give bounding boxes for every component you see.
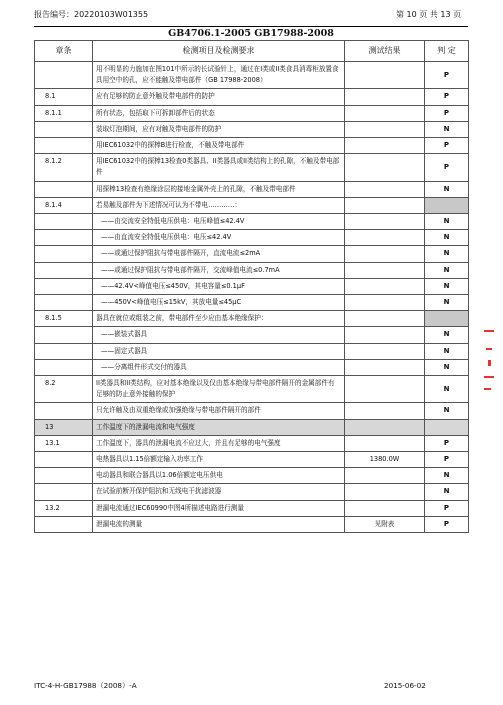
requirement-cell: 装取灯泡期间，应有对触及带电部件的防护 <box>93 121 345 137</box>
requirement-cell: ——固定式器具 <box>93 343 345 359</box>
verdict-cell <box>425 197 469 213</box>
table-row <box>35 230 469 246</box>
verdict-cell: N <box>425 376 469 403</box>
clause-cell: 8.1.1 <box>35 105 93 121</box>
table-row <box>35 121 469 137</box>
column-header-requirement: 检测项目及检测要求 <box>93 41 345 62</box>
verdict-cell: P <box>425 154 469 181</box>
clause-cell <box>35 359 93 375</box>
test-table <box>34 40 469 533</box>
clause-cell <box>35 214 93 230</box>
table-row <box>35 278 469 294</box>
table-row <box>35 181 469 197</box>
result-cell <box>345 62 425 89</box>
clause-cell <box>35 262 93 278</box>
result-cell <box>345 327 425 343</box>
table-row <box>35 89 469 105</box>
verdict-cell: P <box>425 138 469 154</box>
table-row <box>35 154 469 181</box>
result-cell <box>345 230 425 246</box>
verdict-cell: N <box>425 246 469 262</box>
verdict-cell: N <box>425 468 469 484</box>
requirement-cell: ——或通过保护阻抗与带电部件隔开，交流峰值电流≤0.7mA <box>93 262 345 278</box>
result-cell <box>345 419 425 435</box>
table-header-row <box>35 41 469 62</box>
verdict-cell: P <box>425 516 469 532</box>
footer-document-id: ITC-4-H-GB17988（2008）-A <box>34 681 137 690</box>
report-number: 报告编号：20220103W01355 <box>34 10 149 19</box>
clause-cell: 8.1.5 <box>35 311 93 327</box>
requirement-cell: 用IEC61032中的探棒B进行检查，不触及带电部件 <box>93 138 345 154</box>
result-cell <box>345 246 425 262</box>
table-row <box>35 262 469 278</box>
result-cell <box>345 311 425 327</box>
verdict-cell: N <box>425 484 469 500</box>
requirement-cell: 电热器具以1.15倍额定输入功率工作 <box>93 452 345 468</box>
requirement-cell: 工作温度下的泄漏电流和电气强度 <box>93 419 345 435</box>
table-row <box>35 516 469 532</box>
clause-cell <box>35 278 93 294</box>
verdict-cell: P <box>425 452 469 468</box>
result-cell <box>345 278 425 294</box>
clause-cell: 8.2 <box>35 376 93 403</box>
clause-cell: 8.1.2 <box>35 154 93 181</box>
table-row <box>35 105 469 121</box>
verdict-cell <box>425 419 469 435</box>
clause-cell: 13 <box>35 419 93 435</box>
result-cell <box>345 359 425 375</box>
clause-cell: 13.1 <box>35 435 93 451</box>
clause-cell <box>35 403 93 419</box>
page-indicator: 第 10 页 共 13 页 <box>396 10 462 19</box>
verdict-cell: N <box>425 343 469 359</box>
result-cell <box>345 154 425 181</box>
verdict-cell: N <box>425 121 469 137</box>
verdict-cell: N <box>425 359 469 375</box>
requirement-cell: 泄漏电流的测量 <box>93 516 345 532</box>
result-cell <box>345 343 425 359</box>
clause-cell <box>35 468 93 484</box>
clause-cell: 8.1 <box>35 89 93 105</box>
requirement-cell: 应有足够的防止意外触及带电部件的防护 <box>93 89 345 105</box>
result-cell <box>345 105 425 121</box>
footer-date: 2015-06-02 <box>384 681 426 690</box>
red-seal-fragment <box>484 330 496 400</box>
clause-cell <box>35 452 93 468</box>
clause-cell <box>35 138 93 154</box>
requirement-cell: 用不明显的力施加在图101中所示的长试验针上，通过在I类或II类食具消毒柜放置食具用空中的孔，应不能触及带电部件（GB 17988-2008） <box>93 62 345 89</box>
table-row <box>35 197 469 213</box>
requirement-cell: 在试验前断开保护阻抗和无线电干扰滤波器 <box>93 484 345 500</box>
verdict-cell: N <box>425 403 469 419</box>
requirement-cell: 若易触及部件为下述情况可认为不带电…………： <box>93 197 345 213</box>
standard-title: GB4706.1-2005 GB17988-2008 <box>34 26 468 40</box>
table-row <box>35 343 469 359</box>
clause-cell <box>35 230 93 246</box>
table-row <box>35 452 469 468</box>
clause-cell <box>35 62 93 89</box>
requirement-cell: ——或通过保护阻抗与带电部件隔开，直流电流≤2mA <box>93 246 345 262</box>
clause-cell <box>35 516 93 532</box>
table-row <box>35 214 469 230</box>
result-cell <box>345 181 425 197</box>
result-cell <box>345 376 425 403</box>
table-row <box>35 295 469 311</box>
requirement-cell: II类器具和II类结构，应对基本绝缘以及仅由基本绝缘与带电部件隔开的金属部件有足够的防止意外接触的保护 <box>93 376 345 403</box>
verdict-cell <box>425 311 469 327</box>
verdict-cell: P <box>425 105 469 121</box>
result-cell: 见附表 <box>345 516 425 532</box>
clause-cell: 8.1.4 <box>35 197 93 213</box>
clause-cell <box>35 343 93 359</box>
result-cell <box>345 197 425 213</box>
requirement-cell: 用IEC61032中的探棒13检查0类器具、II类器具或II类结构上的孔隙，不触及带电部件 <box>93 154 345 181</box>
clause-cell <box>35 121 93 137</box>
result-cell: 1380.0W <box>345 452 425 468</box>
table-row <box>35 484 469 500</box>
table-row <box>35 311 469 327</box>
table-body <box>35 62 469 533</box>
result-cell <box>345 262 425 278</box>
result-cell <box>345 403 425 419</box>
requirement-cell: 用探棒13检查有绝缘涂层的接地金属外壳上的孔隙，不触及带电部件 <box>93 181 345 197</box>
verdict-cell: P <box>425 89 469 105</box>
table-row <box>35 359 469 375</box>
table-row <box>35 246 469 262</box>
result-cell <box>345 214 425 230</box>
verdict-cell: N <box>425 181 469 197</box>
result-cell <box>345 435 425 451</box>
column-header-result: 测试结果 <box>345 41 425 62</box>
clause-cell: 13.2 <box>35 500 93 516</box>
column-header-clause: 章条 <box>35 41 93 62</box>
clause-cell <box>35 484 93 500</box>
requirement-cell: 工作温度下，器具的泄漏电流不应过大，并且有足够的电气强度 <box>93 435 345 451</box>
requirement-cell: 泄漏电流通过IEC60990中图4所描述电路进行测量 <box>93 500 345 516</box>
result-cell <box>345 89 425 105</box>
result-cell <box>345 468 425 484</box>
requirement-cell: ——450V<峰值电压≤15kV，其放电量≤45μC <box>93 295 345 311</box>
table-row <box>35 138 469 154</box>
verdict-cell: N <box>425 214 469 230</box>
result-cell <box>345 500 425 516</box>
requirement-cell: 器具在就位或组装之前，带电部件至少应由基本绝缘保护： <box>93 311 345 327</box>
table-row <box>35 403 469 419</box>
requirement-cell: ——嵌装式器具 <box>93 327 345 343</box>
table-row <box>35 435 469 451</box>
requirement-cell: 只允许触及由双重绝缘或加强绝缘与带电部件隔开的部件 <box>93 403 345 419</box>
result-cell <box>345 121 425 137</box>
column-header-verdict: 判 定 <box>425 41 469 62</box>
requirement-cell: ——由交流安全特低电压供电：电压峰值≤42.4V <box>93 214 345 230</box>
table-row <box>35 62 469 89</box>
verdict-cell: N <box>425 278 469 294</box>
requirement-cell: 所有状态，包括取下可拆卸部件后的状态 <box>93 105 345 121</box>
clause-cell <box>35 295 93 311</box>
table-row <box>35 468 469 484</box>
result-cell <box>345 138 425 154</box>
verdict-cell: N <box>425 327 469 343</box>
table-row <box>35 419 469 435</box>
verdict-cell: N <box>425 230 469 246</box>
clause-cell <box>35 181 93 197</box>
verdict-cell: P <box>425 435 469 451</box>
clause-cell <box>35 327 93 343</box>
clause-cell <box>35 246 93 262</box>
verdict-cell: N <box>425 295 469 311</box>
requirement-cell: ——分离组件形式交付的器具 <box>93 359 345 375</box>
table-row <box>35 500 469 516</box>
verdict-cell: P <box>425 62 469 89</box>
verdict-cell: P <box>425 500 469 516</box>
verdict-cell: N <box>425 262 469 278</box>
result-cell <box>345 295 425 311</box>
table-row <box>35 327 469 343</box>
requirement-cell: ——由直流安全特低电压供电：电压≤42.4V <box>93 230 345 246</box>
requirement-cell: ——42.4V<峰值电压≤450V，其电容量≤0.1μF <box>93 278 345 294</box>
requirement-cell: 电动器具和联合器具以1.06倍额定电压供电 <box>93 468 345 484</box>
result-cell <box>345 484 425 500</box>
table-row <box>35 376 469 403</box>
